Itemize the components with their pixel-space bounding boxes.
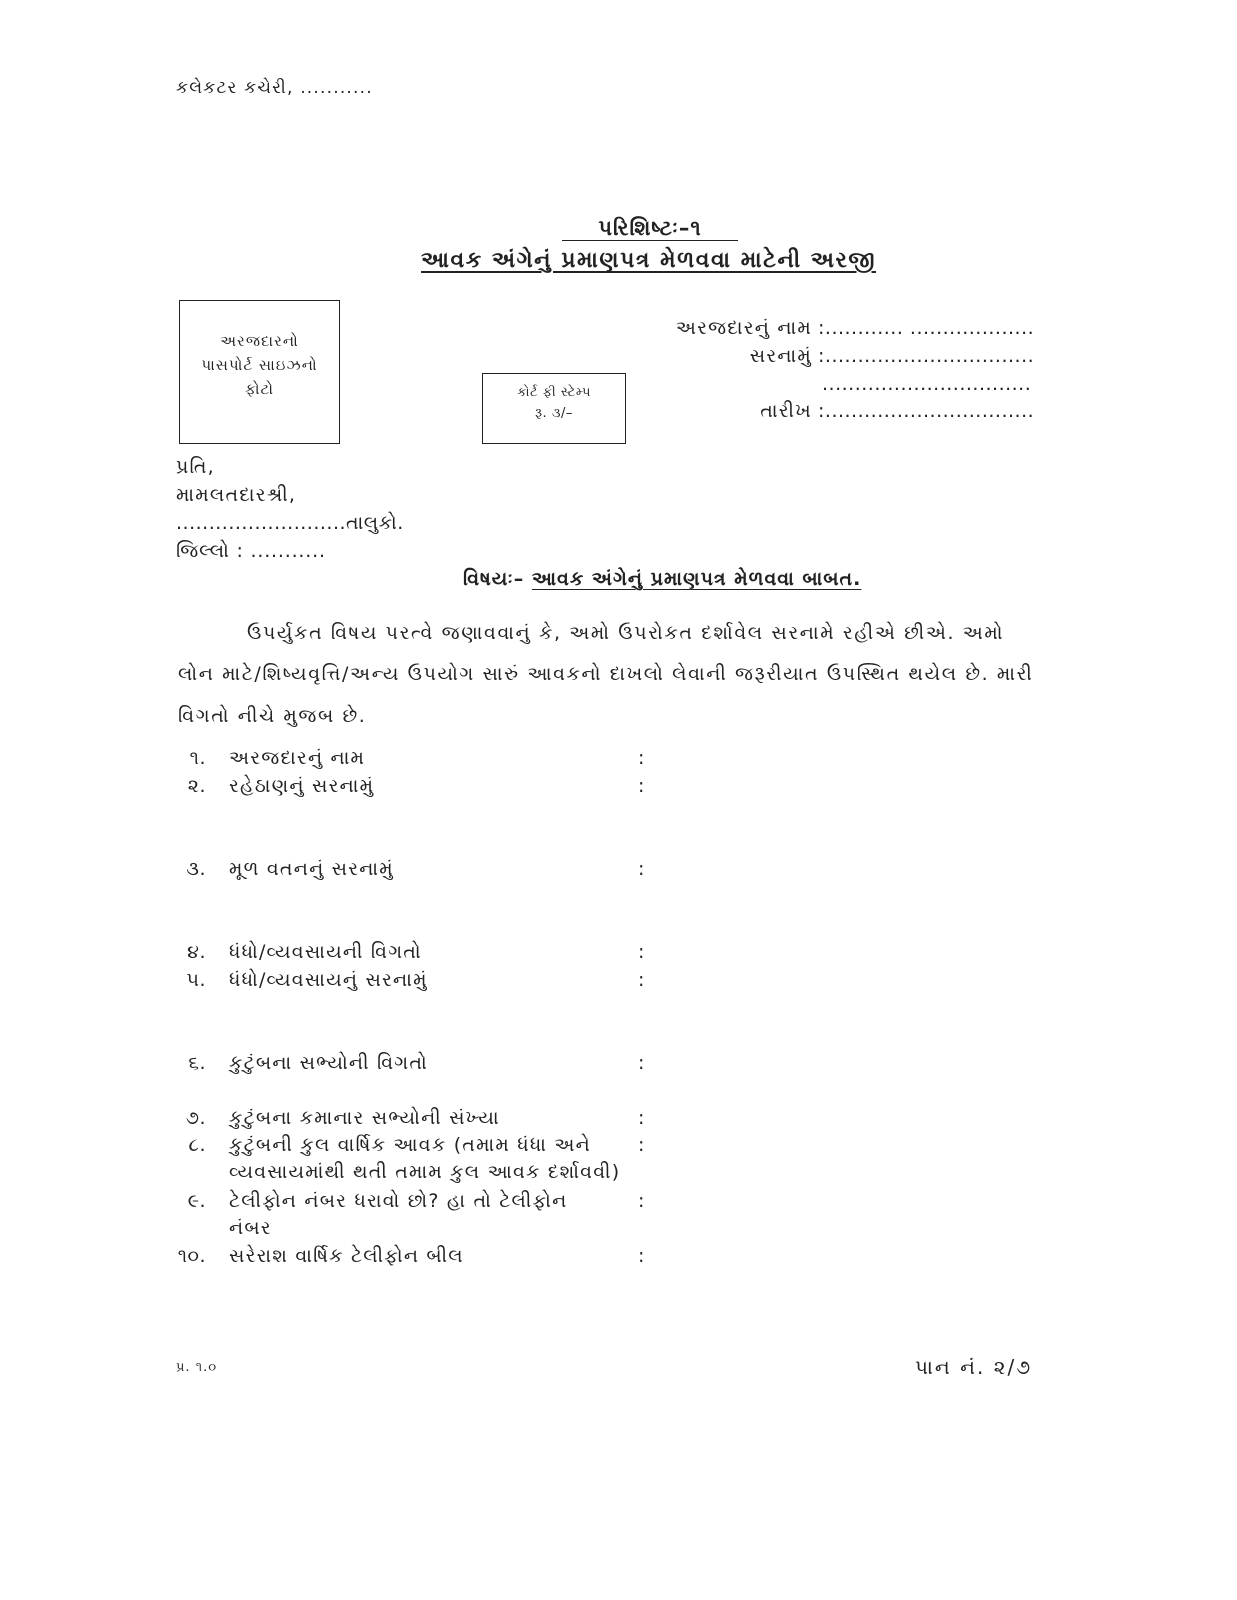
applicant-name-label: અરજદારનું નામ (675, 317, 812, 339)
appendix-title: પરિશિષ્ટઃ–૧ (598, 216, 702, 240)
recipient-district: જિલ્લો : ........... (176, 540, 326, 562)
field-colon: : (638, 969, 645, 991)
field-colon: : (638, 775, 645, 797)
photo-box (179, 300, 340, 444)
field-label: ટેલીફોન નંબર ધરાવો છો? હા તો ટેલીફોન (229, 1190, 568, 1212)
appendix-title-underline (562, 240, 738, 241)
field-number: ૮. (188, 1134, 206, 1156)
recipient-officer: મામલતદારશ્રી, (176, 484, 297, 506)
field-label-continued: વ્યવસાયમાંથી થતી તમામ કુલ આવક દર્શાવવી) (229, 1161, 621, 1183)
photo-box-line1: અરજદારનો (220, 332, 299, 350)
applicant-name-value: :............ ................... (818, 317, 1035, 339)
applicant-address-value: :................................ (818, 345, 1035, 367)
applicant-date-label: તારીખ (760, 400, 812, 422)
field-colon: : (638, 1134, 645, 1156)
body-line-3: વિગતો નીચે મુજબ છે. (178, 705, 367, 727)
field-number: ૫. (186, 969, 206, 991)
court-fee-stamp-box (482, 373, 626, 444)
field-number: ૭. (185, 1107, 206, 1129)
subject-label: વિષયઃ– (463, 568, 532, 590)
applicant-date-value: :................................ (818, 400, 1035, 422)
field-label: કુટુંબના સભ્યોની વિગતો (229, 1052, 428, 1074)
photo-box-line2: પાસપોર્ટ સાઇઝનો (201, 356, 318, 374)
recipient-to: પ્રતિ, (176, 456, 215, 478)
field-colon: : (638, 1107, 645, 1129)
form-number: પ્ર. ૧.૦ (176, 1360, 218, 1375)
field-label: સરેરાશ વાર્ષિક ટેલીફોન બીલ (229, 1245, 464, 1267)
field-label: કુટુંબની કુલ વાર્ષિક આવક (તમામ ધંધા અને (229, 1134, 591, 1156)
recipient-taluka: ..........................તાલુકો. (176, 512, 404, 534)
field-label: રહેઠાણનું સરનામું (229, 775, 375, 797)
field-number: ૪. (187, 941, 206, 963)
subject-text: આવક અંગેનું પ્રમાણપત્ર મેળવવા બાબત. (531, 568, 862, 590)
field-label: ધંધો/વ્યવસાયનું સરનામું (229, 969, 428, 991)
field-number: ૩. (186, 858, 206, 880)
field-number: ૯. (187, 1190, 206, 1212)
field-number: ૨. (187, 775, 206, 797)
field-label: ધંધો/વ્યવસાયની વિગતો (229, 941, 422, 963)
subject-line (463, 568, 861, 590)
page-number: પાન નં. ૨/૭ (915, 1355, 1033, 1379)
field-label-continued: નંબર (229, 1217, 272, 1239)
photo-box-line3: ફોટો (245, 380, 274, 398)
form-heading: આવક અંગેનું પ્રમાણપત્ર મેળવવા માટેની અરજી (421, 248, 876, 273)
body-line-1: ઉપર્યુકત વિષય પરત્વે જણાવવાનું કે, અમો ઉપરોકત દર્શાવેલ સરનામે રહીએ છીએ. અમો (247, 622, 1005, 644)
field-number: ૧૦. (177, 1245, 206, 1267)
field-colon: : (638, 941, 645, 963)
field-label: કુટુંબના કમાનાર સભ્યોની સંખ્યા (229, 1107, 500, 1129)
field-label: મૂળ વતનનું સરનામું (229, 858, 394, 880)
field-colon: : (638, 747, 645, 769)
field-label: અરજદારનું નામ (229, 747, 366, 769)
field-colon: : (638, 1245, 645, 1267)
field-colon: : (638, 1190, 645, 1212)
field-colon: : (638, 1052, 645, 1074)
field-number: ૧. (189, 747, 206, 769)
stamp-line2: રૂ. ૩/– (535, 406, 573, 421)
body-line-2: લોન માટે/શિષ્યવૃત્તિ/અન્ય ઉપયોગ સારું આવકનો દાખલો લેવાની જરૂરીયાત ઉપસ્થિત થયેલ છે. મારી (178, 663, 1034, 685)
field-number: ૬. (188, 1052, 206, 1074)
stamp-line1: કોર્ટ ફી સ્ટેમ્પ (517, 385, 591, 400)
applicant-address-value-2: ................................ (822, 373, 1032, 395)
field-colon: : (638, 858, 645, 880)
office-header: કલેકટર કચેરી, ........... (176, 78, 373, 98)
applicant-address-label: સરનામું (749, 345, 812, 367)
